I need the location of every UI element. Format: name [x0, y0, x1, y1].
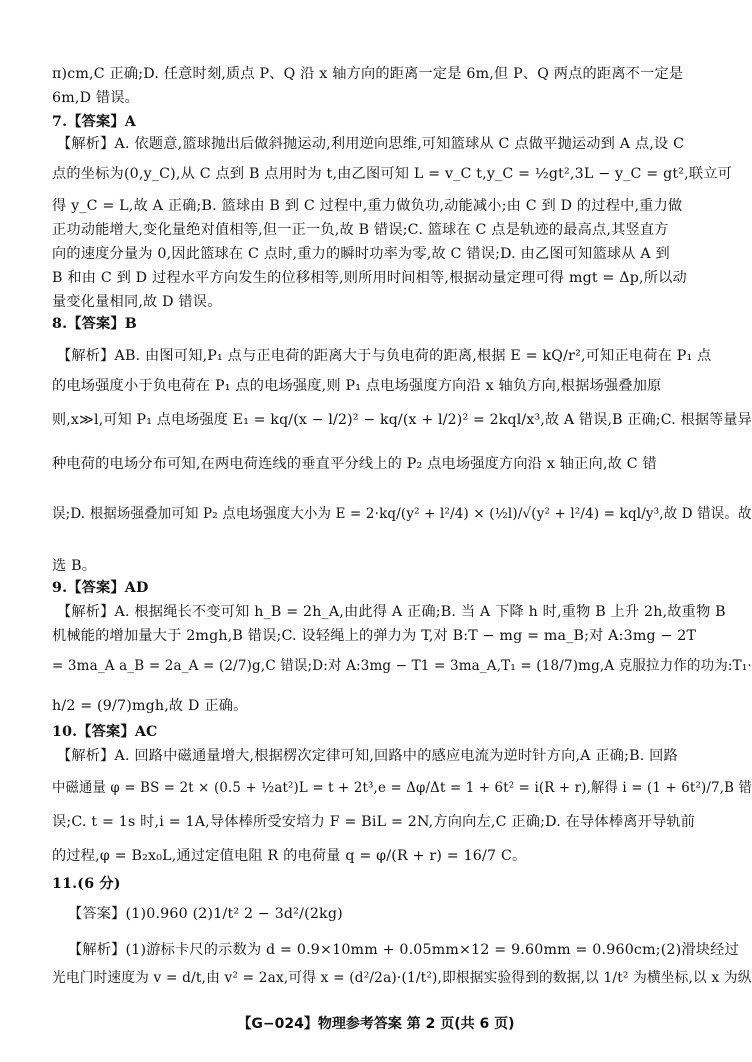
text-line: 【解析】A. 依题意,篮球抛出后做斜抛运动,利用逆向思维,可知篮球从 C 点做平抛运动到 A 点,设 C	[57, 136, 685, 152]
text-line: 【解析】A. 根据绳长不变可知 h_B = 2h_A,由此得 A 正确;B. 当 A 下降 h 时,重物 B 上升 2h,故重物 B	[57, 604, 726, 620]
text-line: 则,x≫l,可知 P₁ 点电场强度 E₁ = kq/(x − l/2)² − kq/(x + l/2)² = 2kql/x³,故 A 错误,B 正确;C. 根据等量异	[52, 412, 752, 428]
text-line: 量变化量相同,故 D 错误。	[52, 294, 222, 310]
text-line: 向的速度分量为 0,因此篮球在 C 点时,重力的瞬时功率为零,故 C 错误;D. 由乙图可知篮球从 A 到	[52, 246, 670, 262]
question-9-answer: 9.【答案】AD	[52, 580, 149, 596]
text-line: 误;D. 根据场强叠加可知 P₂ 点电场强度大小为 E = 2·kq/(y² + l²/4) × (½l)/√(y² + l²/4) = kql/y³,故 D 错误。故	[52, 506, 752, 522]
text-line: 的电场强度小于负电荷在 P₁ 点的电场强度,则 P₁ 点电场强度方向沿 x 轴负方向,根据场强叠加原	[52, 378, 662, 394]
text-line: = 3ma_A a_B = 2a_A = (2/7)g,C 错误;D:对 A:3mg − T1 = 3ma_A,T₁ = (18/7)mg,A 克服拉力作的功为:T₁·	[52, 658, 752, 674]
text-line: 得 y_C = L,故 A 正确;B. 篮球由 B 到 C 过程中,重力做负功,动能减小;由 C 到 D 的过程中,重力做	[52, 198, 683, 214]
question-11-answer: 【答案】(1)0.960 (2)1/t² 2 − 3d²/(2kg)	[68, 906, 343, 922]
page-footer: 【G−024】物理参考答案 第 2 页(共 6 页)	[237, 1016, 515, 1032]
text-line: 的过程,φ = B₂x₀L,通过定值电阻 R 的电荷量 q = φ/(R + r) = 16/7 C。	[52, 848, 527, 864]
text-line: π)cm,C 正确;D. 任意时刻,质点 P、Q 沿 x 轴方向的距离一定是 6m,但 P、Q 两点的距离不一定是	[52, 66, 684, 82]
text-line: 中磁通量 φ = BS = 2t × (0.5 + ½at²)L = t + 2t³,e = Δφ/Δt = 1 + 6t² = i(R + r),解得 i = (1 + 6t²)/7,B 错	[52, 780, 752, 796]
text-line: 点的坐标为(0,y_C),从 C 点到 B 点用时为 t,由乙图可知 L = v_C t,y_C = ½gt²,3L − y_C = gt²,联立可	[52, 166, 733, 182]
text-line: 【解析】A. 回路中磁通量增大,根据楞次定律可知,回路中的感应电流为逆时针方向,A 正确;B. 回路	[57, 748, 678, 764]
question-11-heading: 11.(6 分)	[52, 876, 121, 892]
question-7-answer: 7.【答案】A	[52, 114, 136, 130]
text-line: 种电荷的电场分布可知,在两电荷连线的垂直平分线上的 P₂ 点电场强度方向沿 x 轴正向,故 C 错	[52, 456, 657, 472]
text-line: 【解析】AB. 由图可知,P₁ 点与正电荷的距离大于与负电荷的距离,根据 E = kQ/r²,可知正电荷在 P₁ 点	[57, 348, 712, 364]
text-line: 6m,D 错误。	[52, 90, 140, 106]
text-line: 光电门时速度为 v = d/t,由 v² = 2ax,可得 x = (d²/2a)·(1/t²),即根据实验得到的数据,以 1/t² 为横坐标,以 x 为纵	[52, 970, 752, 986]
text-line: h/2 = (9/7)mgh,故 D 正确。	[52, 698, 248, 714]
text-line: 【解析】(1)游标卡尺的示数为 d = 0.9×10mm + 0.05mm×12 = 9.60mm = 0.960cm;(2)滑块经过	[68, 942, 739, 958]
text-line: 误;C. t = 1s 时,i = 1A,导体棒所受安培力 F = BiL = 2N,方向向左,C 正确;D. 在导体棒离开导轨前	[52, 814, 696, 830]
text-line: 选 B。	[52, 558, 97, 574]
question-10-answer: 10.【答案】AC	[52, 724, 158, 740]
text-line: 机械能的增加量大于 2mgh,B 错误;C. 设轻绳上的弹力为 T,对 B:T − mg = ma_B;对 A:3mg − 2T	[52, 628, 697, 644]
text-line: B 和由 C 到 D 过程水平方向发生的位移相等,则所用时间相等,根据动量定理可得 mgt = Δp,所以动	[52, 270, 687, 286]
question-8-answer: 8.【答案】B	[52, 316, 137, 332]
text-line: 正功动能增大,变化量绝对值相等,但一正一负,故 B 错误;C. 篮球在 C 点是轨迹的最高点,其竖直方	[52, 222, 669, 238]
